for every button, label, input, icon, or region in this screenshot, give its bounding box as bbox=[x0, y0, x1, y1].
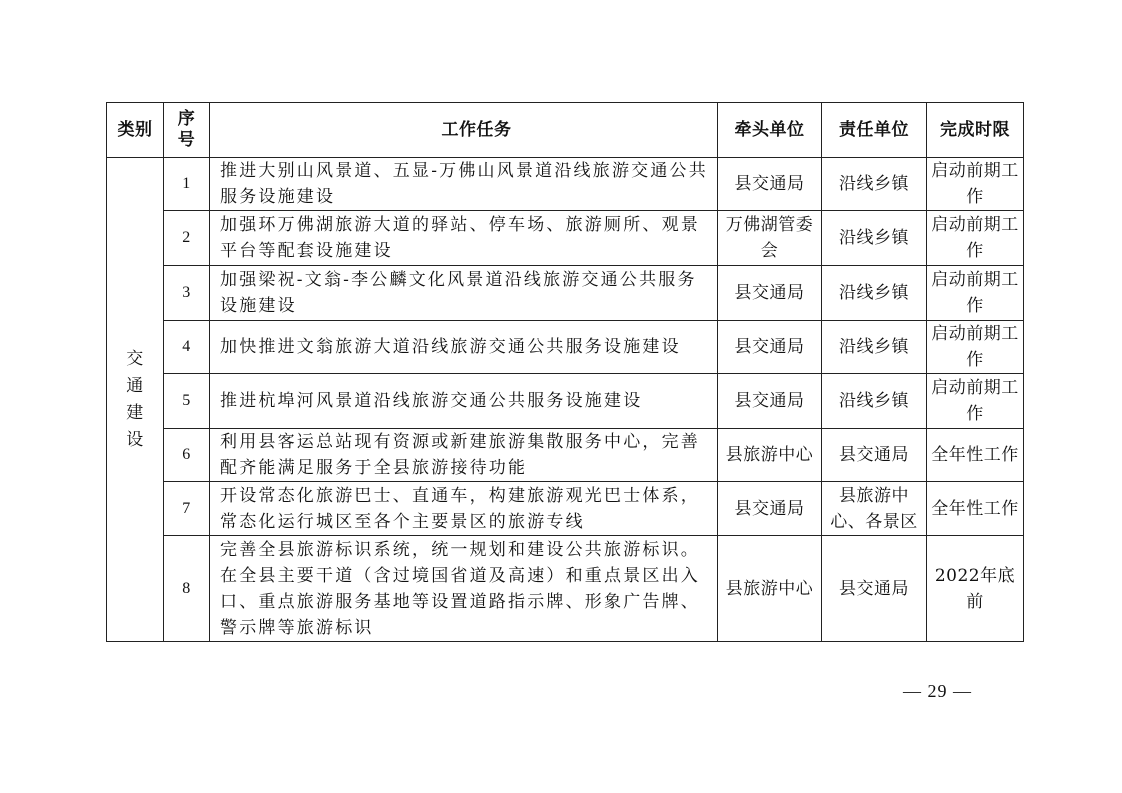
category-label: 交通建设 bbox=[126, 348, 144, 450]
responsible-unit-cell: 县交通局 bbox=[822, 429, 927, 482]
header-deadline: 完成时限 bbox=[927, 103, 1024, 158]
lead-unit-cell: 万佛湖管委会 bbox=[718, 211, 822, 266]
work-task-table bbox=[106, 102, 1024, 642]
task-cell: 完善全县旅游标识系统，统一规划和建设公共旅游标识。在全县主要干道（含过境国省道及高速）和重点景区出入口、重点旅游服务基地等设置道路指示牌、形象广告牌、警示牌等旅游标识 bbox=[210, 536, 718, 642]
lead-unit-cell: 县交通局 bbox=[718, 266, 822, 321]
seq-cell: 6 bbox=[164, 429, 210, 482]
responsible-unit-cell: 沿线乡镇 bbox=[822, 321, 927, 374]
lead-unit-cell: 县旅游中心 bbox=[718, 536, 822, 642]
responsible-unit-cell: 县旅游中心、各景区 bbox=[822, 482, 927, 536]
page-number: — 29 — bbox=[903, 681, 972, 701]
lead-unit-cell: 县旅游中心 bbox=[718, 429, 822, 482]
table-row bbox=[107, 158, 1024, 211]
table-header-row bbox=[107, 103, 1024, 158]
table-row bbox=[107, 321, 1024, 374]
task-cell: 推进杭埠河风景道沿线旅游交通公共服务设施建设 bbox=[210, 374, 718, 429]
seq-cell: 7 bbox=[164, 482, 210, 536]
header-responsible-unit: 责任单位 bbox=[822, 103, 927, 158]
deadline-cell: 启动前期工作 bbox=[927, 266, 1024, 321]
lead-unit-cell: 县交通局 bbox=[718, 374, 822, 429]
table-row bbox=[107, 482, 1024, 536]
task-cell: 加强环万佛湖旅游大道的驿站、停车场、旅游厕所、观景平台等配套设施建设 bbox=[210, 211, 718, 266]
task-cell: 开设常态化旅游巴士、直通车，构建旅游观光巴士体系，常态化运行城区至各个主要景区的旅游专线 bbox=[210, 482, 718, 536]
responsible-unit-cell: 沿线乡镇 bbox=[822, 211, 927, 266]
task-cell: 利用县客运总站现有资源或新建旅游集散服务中心，完善配齐能满足服务于全县旅游接待功能 bbox=[210, 429, 718, 482]
seq-cell: 8 bbox=[164, 536, 210, 642]
task-cell: 加快推进文翁旅游大道沿线旅游交通公共服务设施建设 bbox=[210, 321, 718, 374]
responsible-unit-cell: 沿线乡镇 bbox=[822, 266, 927, 321]
responsible-unit-cell: 沿线乡镇 bbox=[822, 374, 927, 429]
deadline-cell: 2022年底前 bbox=[927, 536, 1024, 642]
lead-unit-cell: 县交通局 bbox=[718, 321, 822, 374]
seq-cell: 5 bbox=[164, 374, 210, 429]
lead-unit-cell: 县交通局 bbox=[718, 158, 822, 211]
header-lead-unit: 牵头单位 bbox=[718, 103, 822, 158]
deadline-cell: 启动前期工作 bbox=[927, 374, 1024, 429]
deadline-cell: 启动前期工作 bbox=[927, 158, 1024, 211]
deadline-cell: 启动前期工作 bbox=[927, 321, 1024, 374]
seq-cell: 2 bbox=[164, 211, 210, 266]
responsible-unit-cell: 县交通局 bbox=[822, 536, 927, 642]
header-category: 类别 bbox=[107, 103, 164, 158]
lead-unit-cell: 县交通局 bbox=[718, 482, 822, 536]
deadline-cell: 全年性工作 bbox=[927, 429, 1024, 482]
task-cell: 推进大别山风景道、五显-万佛山风景道沿线旅游交通公共服务设施建设 bbox=[210, 158, 718, 211]
table-row bbox=[107, 211, 1024, 266]
task-cell: 加强梁祝-文翁-李公麟文化风景道沿线旅游交通公共服务设施建设 bbox=[210, 266, 718, 321]
table-row bbox=[107, 536, 1024, 642]
table-row bbox=[107, 266, 1024, 321]
responsible-unit-cell: 沿线乡镇 bbox=[822, 158, 927, 211]
deadline-cell: 启动前期工作 bbox=[927, 211, 1024, 266]
table-row bbox=[107, 374, 1024, 429]
category-cell bbox=[107, 158, 164, 642]
deadline-cell: 全年性工作 bbox=[927, 482, 1024, 536]
seq-cell: 4 bbox=[164, 321, 210, 374]
table-row bbox=[107, 429, 1024, 482]
seq-cell: 1 bbox=[164, 158, 210, 211]
header-seq: 序号 bbox=[164, 103, 210, 158]
seq-cell: 3 bbox=[164, 266, 210, 321]
header-tasks: 工作任务 bbox=[210, 103, 718, 158]
